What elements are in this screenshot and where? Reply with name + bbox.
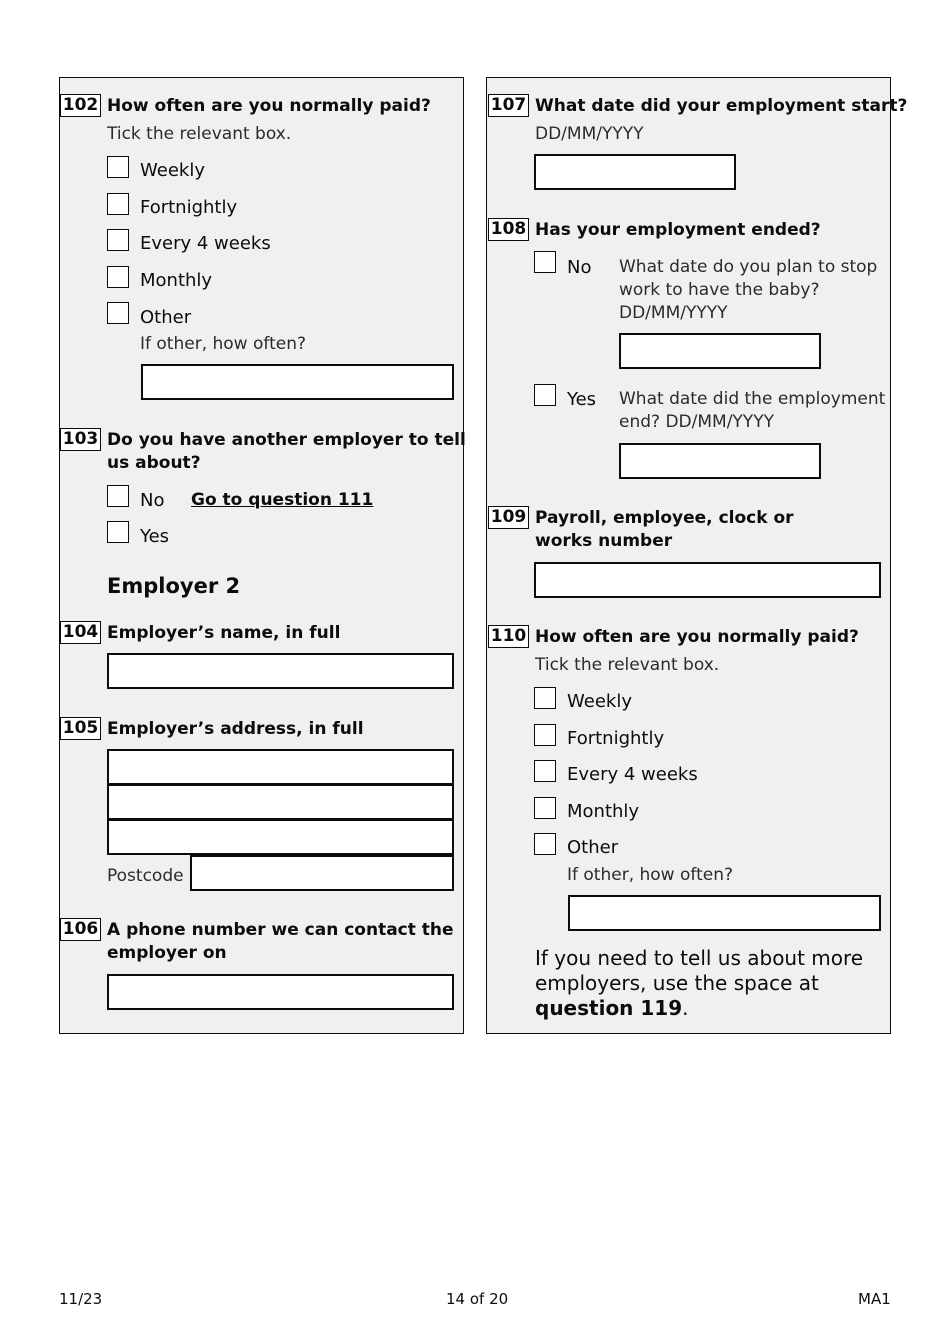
question-number-102: 102 — [60, 94, 101, 117]
q108-no-text-line1: What date do you plan to stop — [619, 257, 878, 277]
q108-no-text-line2: work to have the baby? — [619, 280, 820, 300]
question-title-108: Has your employment ended? — [535, 220, 821, 240]
question-number-104: 104 — [60, 621, 101, 644]
checkbox-q108-yes[interactable] — [534, 384, 556, 406]
question-title-103-line2: us about? — [107, 453, 201, 473]
note-end: . — [682, 996, 689, 1020]
postcode-label: Postcode — [107, 866, 184, 886]
checkbox-q102-every-4-weeks[interactable] — [107, 229, 129, 251]
option-label: Weekly — [567, 691, 632, 712]
q108-yes-text-line2: end? DD/MM/YYYY — [619, 412, 774, 432]
question-title-106-line2: employer on — [107, 943, 227, 963]
question-title-105: Employer’s address, in full — [107, 719, 364, 739]
checkbox-q102-weekly[interactable] — [107, 156, 129, 178]
checkbox-q110-other[interactable] — [534, 833, 556, 855]
option-label: No — [140, 490, 165, 511]
employer-address-line-2[interactable] — [107, 784, 454, 820]
option-label: Fortnightly — [567, 728, 665, 749]
q102-other-input[interactable] — [141, 364, 454, 400]
footer-date: 11/23 — [59, 1290, 103, 1308]
checkbox-q110-fortnightly[interactable] — [534, 724, 556, 746]
question-number-108: 108 — [488, 218, 529, 241]
footer-form-code: MA1 — [858, 1290, 891, 1308]
checkbox-q110-weekly[interactable] — [534, 687, 556, 709]
question-hint-102: Tick the relevant box. — [107, 124, 292, 144]
question-title-104: Employer’s name, in full — [107, 623, 341, 643]
question-title-110: How often are you normally paid? — [535, 627, 859, 647]
other-hint-110: If other, how often? — [567, 865, 733, 885]
employer-address-line-1[interactable] — [107, 749, 454, 785]
question-number-105: 105 — [60, 717, 101, 740]
checkbox-q108-no[interactable] — [534, 251, 556, 273]
date-format-hint: DD/MM/YYYY — [535, 124, 644, 144]
checkbox-q103-no[interactable] — [107, 485, 129, 507]
checkbox-q110-every-4-weeks[interactable] — [534, 760, 556, 782]
question-title-107: What date did your employment start? — [535, 96, 908, 116]
question-number-107: 107 — [488, 94, 529, 117]
question-title-103-line1: Do you have another employer to tell — [107, 430, 466, 450]
go-to-question-111-link: Go to question 111 — [191, 490, 374, 510]
checkbox-q103-yes[interactable] — [107, 521, 129, 543]
option-label: Weekly — [140, 160, 205, 181]
question-title-106-line1: A phone number we can contact the — [107, 920, 454, 940]
employer-2-heading: Employer 2 — [107, 574, 241, 598]
option-label: Fortnightly — [140, 197, 238, 218]
payroll-number-input[interactable] — [534, 562, 881, 598]
employer-postcode-input[interactable] — [190, 855, 454, 891]
question-119-reference: question 119 — [535, 996, 683, 1020]
option-label: Other — [567, 837, 619, 858]
question-title-109-line2: works number — [535, 531, 673, 551]
question-title-102: How often are you normally paid? — [107, 96, 431, 116]
employer-phone-input[interactable] — [107, 974, 454, 1010]
option-label: Monthly — [140, 270, 213, 291]
checkbox-q102-fortnightly[interactable] — [107, 193, 129, 215]
employment-end-date-input[interactable] — [619, 443, 821, 479]
option-label: Yes — [567, 389, 597, 410]
checkbox-q102-monthly[interactable] — [107, 266, 129, 288]
option-label: No — [567, 257, 592, 278]
option-label: Monthly — [567, 801, 640, 822]
checkbox-q110-monthly[interactable] — [534, 797, 556, 819]
option-label: Yes — [140, 526, 170, 547]
question-number-106: 106 — [60, 918, 101, 941]
footer-page-number: 14 of 20 — [446, 1290, 509, 1308]
plan-stop-work-date-input[interactable] — [619, 333, 821, 369]
more-employers-note-line1: If you need to tell us about more — [535, 946, 864, 970]
employment-start-date-input[interactable] — [534, 154, 736, 190]
checkbox-q102-other[interactable] — [107, 302, 129, 324]
q110-other-input[interactable] — [568, 895, 881, 931]
more-employers-note-line3 — [535, 996, 689, 1021]
q108-no-text-line3: DD/MM/YYYY — [619, 303, 728, 323]
question-number-103: 103 — [60, 428, 101, 451]
question-hint-110: Tick the relevant box. — [535, 655, 720, 675]
employer-address-line-3[interactable] — [107, 819, 454, 855]
other-hint-102: If other, how often? — [140, 334, 306, 354]
question-title-109-line1: Payroll, employee, clock or — [535, 508, 794, 528]
employer-name-input[interactable] — [107, 653, 454, 689]
more-employers-note-line2: employers, use the space at — [535, 971, 819, 995]
option-label: Every 4 weeks — [567, 764, 698, 785]
q108-yes-text-line1: What date did the employment — [619, 389, 886, 409]
option-label: Other — [140, 307, 192, 328]
question-number-110: 110 — [488, 625, 529, 648]
option-label: Every 4 weeks — [140, 233, 271, 254]
question-number-109: 109 — [488, 506, 529, 529]
